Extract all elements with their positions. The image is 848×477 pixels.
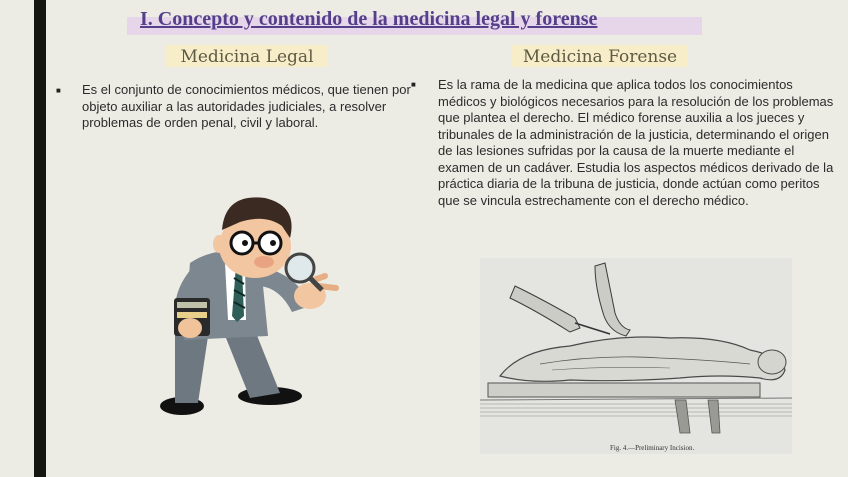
medicina-legal-text: Es el conjunto de conocimientos médicos, que tienen por objeto auxiliar a las autoridades judiciales, a resolver problemas de orden penal, civil y laboral.: [82, 82, 411, 130]
heading-medicina-forense: Medicina Forense: [512, 45, 688, 67]
medicina-forense-text: Es la rama de la medicina que aplica todos los conocimientos médicos y biológicos necesarios para la resolución de los problemas que plantea el derecho. El médico forense auxilia a los jueces y tribunales de la administración de la justicia, determinando el origen de las lesiones sufridas por la causa de la muerte mediante el examen de un cadáver. Estudia los aspectos médicos derivado de la práctica diaria de la tribuna de justicia, donde actúan como peritos que se vincula estrechamente con el derecho médico.: [438, 77, 834, 208]
detective-cartoon-icon: [150, 188, 350, 428]
autopsy-illustration-icon: [480, 258, 792, 454]
bullet-icon: ■: [56, 86, 61, 95]
bullet-icon: ■: [411, 80, 416, 89]
left-accent-bar: [34, 0, 46, 477]
slide-title: I. Concepto y contenido de la medicina legal y forense: [140, 8, 598, 30]
engraving-caption: Fig. 4.—Preliminary Incision.: [610, 444, 695, 452]
heading-medicina-legal: Medicina Legal: [166, 45, 328, 67]
